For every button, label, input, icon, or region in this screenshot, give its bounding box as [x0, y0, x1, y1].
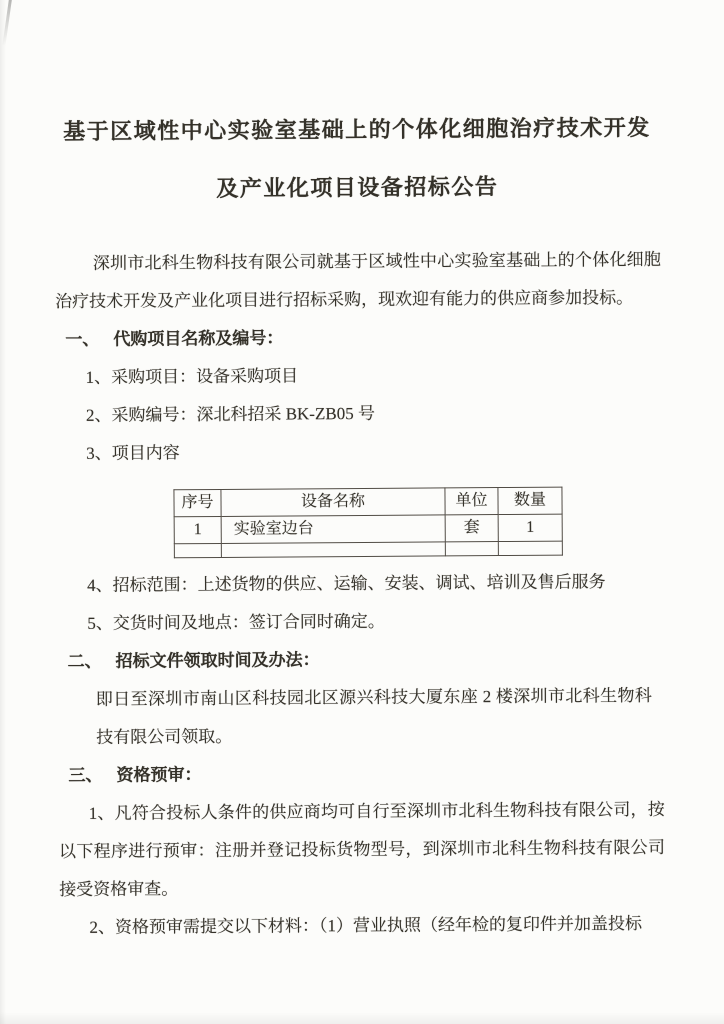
table-row	[174, 514, 562, 544]
table-empty-row	[174, 541, 562, 558]
document-content	[53, 0, 666, 947]
section-1-item-3: 3、项目内容	[86, 443, 180, 463]
table-cell-equipment-name: 实验室边台	[221, 515, 445, 544]
section-1-item-5: 5、交货时间及地点：签订合同时确定。	[87, 611, 385, 633]
section-1-item-2: 2、采购编号：深北科招采 BK-ZB05 号	[85, 403, 375, 425]
document-title-line-1: 基于区域性中心实验室基础上的个体化细胞治疗技术开发	[63, 114, 651, 145]
section-1-item-4: 4、招标范围：上述货物的供应、运输、安装、调试、培训及售后服务	[87, 572, 606, 595]
intro-paragraph: 深圳市北科生物科技有限公司就基于区域性中心实验室基础上的个体化细胞治疗技术开发及产业化项目进行招标采购，现欢迎有能力的供应商参加投标。	[55, 249, 661, 312]
table-cell-empty	[445, 542, 498, 556]
section-3-number: 三、	[68, 765, 103, 786]
table-header-row	[174, 487, 562, 517]
table-cell-unit: 套	[445, 515, 498, 542]
section-3-item-2: 2、资格预审需提交以下材料：（1）营业执照（经年检的复印件并加盖投标	[89, 914, 643, 937]
table-header-unit: 单位	[445, 488, 498, 515]
scan-edge-artifact	[2, 0, 12, 46]
table-cell-empty	[498, 541, 562, 555]
table-cell-empty	[174, 543, 221, 557]
section-1-item-1: 1、采购项目：设备采购项目	[85, 366, 299, 387]
section-2-title: 招标文件领取时间及办法：	[115, 650, 320, 671]
table-header-quantity: 数量	[498, 487, 562, 514]
table-cell-index: 1	[174, 516, 221, 543]
section-2-number: 二、	[67, 651, 102, 672]
section-1-heading	[55, 317, 661, 359]
equipment-table	[173, 487, 562, 559]
section-1-number: 一、	[65, 329, 100, 350]
document-title-line-2: 及产业化项目设备招标公告	[216, 174, 499, 201]
table-header-index: 序号	[174, 489, 221, 516]
section-2-heading	[58, 639, 664, 681]
table-cell-quantity: 1	[498, 514, 562, 541]
table-header-equipment-name: 设备名称	[221, 488, 445, 517]
section-1-title: 代购项目名称及编号：	[113, 328, 284, 349]
section-3-title: 资格预审：	[116, 765, 202, 785]
section-3-heading	[58, 753, 664, 795]
section-3-item-1: 1、凡符合投标人条件的供应商均可自行至深圳市北科生物科技有限公司，按以下程序进行预审：注册并登记投标货物型号，到深圳市北科生物科技有限公司接受资格审查。	[58, 799, 666, 900]
table-cell-empty	[221, 542, 445, 558]
section-2-body: 即日至深圳市南山区科技园北区源兴科技大厦东座 2 楼深圳市北科生物科技有限公司领取。	[95, 685, 652, 747]
